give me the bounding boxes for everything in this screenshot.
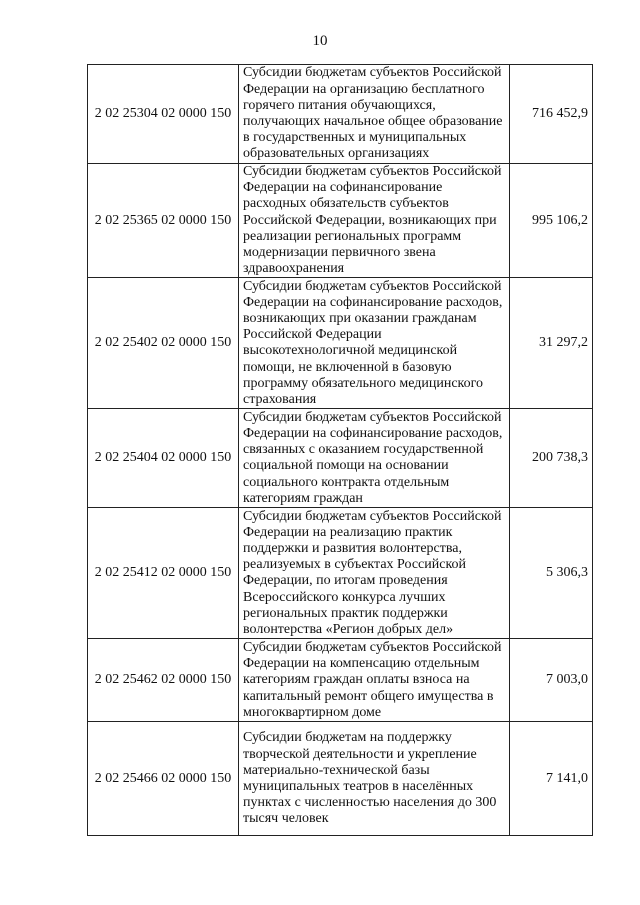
table-row	[88, 65, 593, 164]
subsidy-amount: 995 106,2	[510, 164, 593, 278]
table-row	[88, 722, 593, 836]
budget-code: 2 02 25466 02 0000 150	[88, 722, 239, 836]
subsidy-amount: 31 297,2	[510, 278, 593, 409]
table-row	[88, 278, 593, 409]
table-row	[88, 164, 593, 278]
subsidy-description: Субсидии бюджетам субъектов Российской Федерации на софинансирование расходов, связанных с оказанием государственной социальной помощи на основании социального контракта отдельным категориям граждан	[239, 409, 510, 508]
table-row	[88, 409, 593, 508]
budget-code: 2 02 25304 02 0000 150	[88, 65, 239, 164]
subsidy-description: Субсидии бюджетам на поддержку творческой деятельности и укрепление материально-технической базы муниципальных театров в населённых пунктах с численностью населения до 300 тысяч человек	[239, 722, 510, 836]
budget-code: 2 02 25402 02 0000 150	[88, 278, 239, 409]
budget-code: 2 02 25462 02 0000 150	[88, 639, 239, 722]
subsidy-amount: 200 738,3	[510, 409, 593, 508]
budget-code: 2 02 25412 02 0000 150	[88, 508, 239, 639]
subsidy-amount: 7 003,0	[510, 639, 593, 722]
subsidies-table	[87, 64, 593, 836]
budget-code: 2 02 25404 02 0000 150	[88, 409, 239, 508]
budget-code: 2 02 25365 02 0000 150	[88, 164, 239, 278]
subsidy-description: Субсидии бюджетам субъектов Российской Федерации на реализацию практик поддержки и развития волонтерства, реализуемых в субъектах Российской Федерации, по итогам проведения Всероссийского конкурса лучших региональных практик поддержки волонтерства «Регион добрых дел»	[239, 508, 510, 639]
subsidy-description: Субсидии бюджетам субъектов Российской Федерации на организацию бесплатного горячего питания обучающихся, получающих начальное общее образование в государственных и муниципальных образовательных организациях	[239, 65, 510, 164]
subsidy-description: Субсидии бюджетам субъектов Российской Федерации на софинансирование расходов, возникающих при оказании гражданам Российской Федерации высокотехнологичной медицинской помощи, не включенной в базовую программу обязательного медицинского страхования	[239, 278, 510, 409]
subsidy-amount: 716 452,9	[510, 65, 593, 164]
table-row	[88, 639, 593, 722]
table-row	[88, 508, 593, 639]
subsidy-amount: 7 141,0	[510, 722, 593, 836]
subsidy-description: Субсидии бюджетам субъектов Российской Федерации на компенсацию отдельным категориям граждан оплаты взноса на капитальный ремонт общего имущества в многоквартирном доме	[239, 639, 510, 722]
subsidy-description: Субсидии бюджетам субъектов Российской Федерации на софинансирование расходных обязательств субъектов Российской Федерации, возникающих при реализации региональных программ модернизации первичного звена здравоохранения	[239, 164, 510, 278]
page-number: 10	[312, 33, 328, 49]
subsidy-amount: 5 306,3	[510, 508, 593, 639]
